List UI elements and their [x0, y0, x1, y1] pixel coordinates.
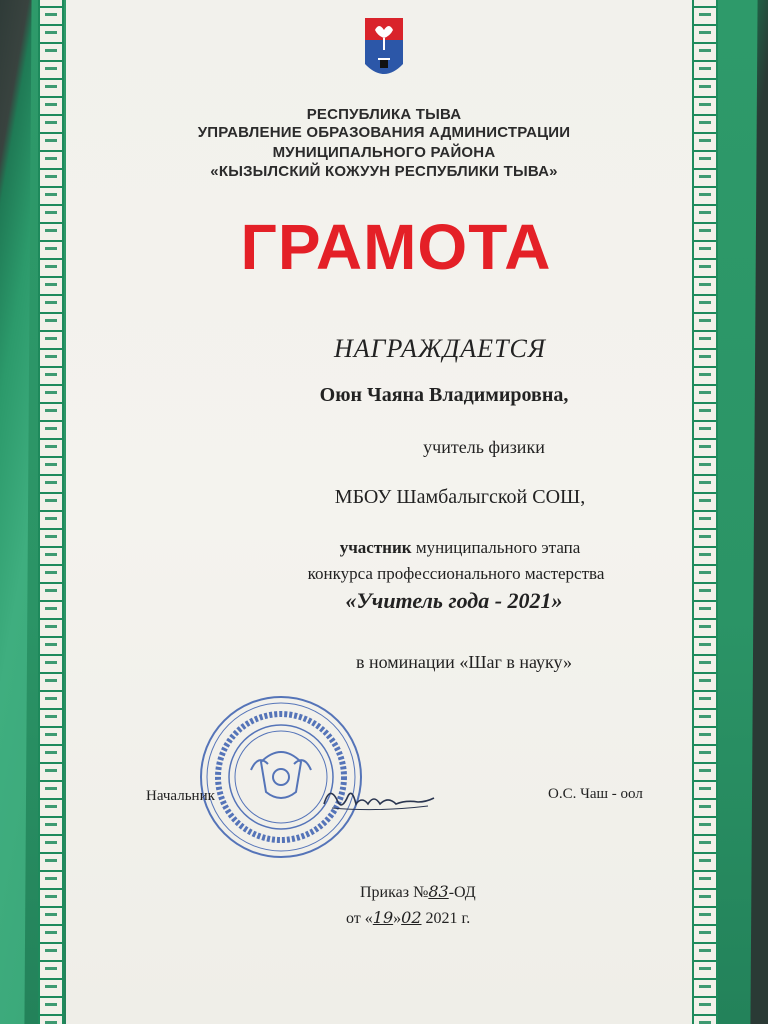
order-day: 19 [372, 908, 394, 927]
order-line [360, 882, 476, 902]
order-year: 2021 г. [425, 910, 471, 927]
handwritten-signature [318, 776, 438, 820]
order-mid: » [393, 910, 402, 927]
signature-role: Начальник [146, 788, 215, 804]
header-line-district: МУНИЦИПАЛЬНОГО РАЙОНА [272, 144, 496, 161]
nomination: в номинации «Шаг в науку» [355, 652, 572, 672]
coat-of-arms-icon [363, 16, 405, 86]
signer-name: О.С. Чаш - оол [548, 786, 643, 802]
order-from: от « [346, 910, 373, 927]
certificate-title: ГРАМОТА [240, 211, 552, 283]
header-line-kozhuun: «КЫЗЫЛСКИЙ КОЖУУН РЕСПУБЛИКИ ТЫВА» [210, 163, 558, 180]
order-month: 02 [401, 908, 422, 927]
order-number: 83 [428, 882, 449, 901]
header-line-republic: РЕСПУБЛИКА ТЫВА [306, 106, 462, 123]
contest-line: конкурса профессионального мастерства [307, 564, 605, 583]
order-label: Приказ № [360, 884, 429, 901]
recipient-school: МБОУ Шамбалыгской СОШ, [334, 486, 586, 508]
header-line-department: УПРАВЛЕНИЕ ОБРАЗОВАНИЯ АДМИНИСТРАЦИИ [197, 124, 571, 141]
participation-rest: муниципального этапа [415, 538, 581, 557]
awarded-label: НАГРАЖДАЕТСЯ [334, 334, 546, 363]
order-suffix: -ОД [448, 884, 476, 901]
order-date [346, 908, 470, 928]
recipient-position: учитель физики [423, 437, 545, 457]
contest-name: «Учитель года - 2021» [345, 588, 563, 613]
participation-line [76, 538, 768, 558]
participation-prefix: участник [339, 538, 412, 557]
recipient-name: Оюн Чаяна Владимировна, [319, 384, 569, 406]
